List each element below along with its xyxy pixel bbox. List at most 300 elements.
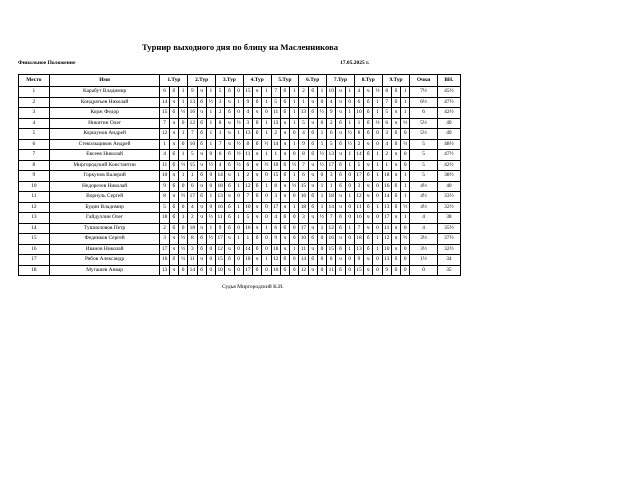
opponent-cell: 7: [160, 118, 169, 129]
opponent-cell: 18: [382, 171, 391, 182]
color-cell: б: [336, 160, 345, 171]
color-cell: б: [253, 139, 262, 150]
points-cell: 4½: [410, 181, 437, 192]
place-cell: 17: [19, 255, 50, 266]
color-cell: б: [169, 181, 178, 192]
header-points: Очки: [410, 75, 437, 87]
opponent-cell: 17: [216, 234, 225, 245]
color-cell: ч: [169, 97, 178, 108]
player-name-cell: Недорезов Николай: [49, 181, 160, 192]
tiebreak-cell: 38: [437, 213, 460, 224]
result-cell: 1: [262, 118, 271, 129]
player-name-cell: Коршунов Андрей: [49, 129, 160, 140]
opponent-cell: 10: [160, 171, 169, 182]
opponent-cell: 14: [160, 97, 169, 108]
result-cell: 0: [178, 139, 187, 150]
color-cell: б: [169, 255, 178, 266]
table-row: [19, 213, 461, 224]
result-cell: 0: [290, 213, 299, 224]
color-cell: ч: [364, 265, 373, 276]
opponent-cell: 7: [354, 223, 363, 234]
result-cell: 1: [401, 171, 410, 182]
result-cell: 1: [262, 255, 271, 266]
opponent-cell: 15: [188, 160, 197, 171]
color-cell: б: [197, 118, 206, 129]
opponent-cell: 13: [271, 118, 280, 129]
color-cell: б: [253, 129, 262, 140]
place-cell: 14: [19, 223, 50, 234]
result-cell: 1: [178, 213, 187, 224]
points-cell: 5½: [410, 129, 437, 140]
result-cell: 1: [290, 171, 299, 182]
color-cell: ч: [280, 234, 289, 245]
result-cell: 0: [401, 255, 410, 266]
color-cell: ч: [308, 118, 317, 129]
player-name-cell: Рябов Александр: [49, 255, 160, 266]
result-cell: ½: [178, 108, 187, 119]
opponent-cell: 7: [188, 129, 197, 140]
player-name-cell: Тушиоловов Петр: [49, 223, 160, 234]
color-cell: б: [391, 255, 400, 266]
result-cell: 1: [345, 223, 354, 234]
place-cell: 6: [19, 139, 50, 150]
color-cell: ч: [364, 181, 373, 192]
opponent-cell: 9: [243, 97, 252, 108]
opponent-cell: 1: [271, 150, 280, 161]
color-cell: б: [391, 139, 400, 150]
opponent-cell: 8: [354, 129, 363, 140]
opponent-cell: 13: [382, 255, 391, 266]
color-cell: б: [308, 192, 317, 203]
color-cell: ч: [308, 213, 317, 224]
opponent-cell: 2: [382, 150, 391, 161]
opponent-cell: 5: [354, 160, 363, 171]
opponent-cell: 17: [354, 171, 363, 182]
result-cell: ½: [373, 87, 382, 98]
standings-table: [18, 74, 461, 276]
opponent-cell: 3: [299, 213, 308, 224]
result-cell: 0: [401, 223, 410, 234]
color-cell: ч: [253, 223, 262, 234]
result-cell: 1: [234, 234, 243, 245]
points-cell: 3½: [410, 234, 437, 245]
color-cell: б: [197, 234, 206, 245]
color-cell: ч: [253, 255, 262, 266]
result-cell: 0: [290, 255, 299, 266]
opponent-cell: 4: [354, 87, 363, 98]
result-cell: 1: [401, 181, 410, 192]
opponent-cell: 8: [299, 150, 308, 161]
color-cell: ч: [225, 129, 234, 140]
result-cell: 1: [262, 223, 271, 234]
color-cell: б: [169, 108, 178, 119]
result-cell: 0: [234, 244, 243, 255]
header-round-6: 6.Тур: [299, 75, 327, 87]
opponent-cell: 5: [382, 108, 391, 119]
place-cell: 8: [19, 160, 50, 171]
color-cell: ч: [280, 202, 289, 213]
opponent-cell: 14: [327, 202, 336, 213]
header-name: Имя: [49, 75, 160, 87]
color-cell: б: [364, 129, 373, 140]
tiebreak-cell: 47½: [437, 97, 460, 108]
result-cell: 1: [178, 171, 187, 182]
tiebreak-cell: 33½: [437, 192, 460, 203]
result-cell: 1: [290, 97, 299, 108]
color-cell: б: [336, 171, 345, 182]
result-cell: 0: [345, 234, 354, 245]
header-place: Место: [19, 75, 50, 87]
opponent-cell: 2: [327, 118, 336, 129]
header-round-7: 7.Тур: [327, 75, 355, 87]
player-name-cell: Гайдуллин Олег: [49, 213, 160, 224]
color-cell: ч: [391, 213, 400, 224]
judge-signature-line: Судья Миргородский К.И.: [222, 284, 284, 290]
color-cell: ч: [308, 223, 317, 234]
place-cell: 18: [19, 265, 50, 276]
table-row: [19, 265, 461, 276]
result-cell: 0: [206, 255, 215, 266]
color-cell: б: [197, 192, 206, 203]
opponent-cell: 18: [327, 192, 336, 203]
result-cell: 1: [373, 160, 382, 171]
opponent-cell: 11: [160, 160, 169, 171]
color-cell: б: [280, 265, 289, 276]
result-cell: ½: [234, 139, 243, 150]
opponent-cell: 15: [327, 244, 336, 255]
color-cell: ч: [391, 234, 400, 245]
place-cell: 10: [19, 181, 50, 192]
result-cell: ½: [317, 108, 326, 119]
header-round-5: 5.Тур: [271, 75, 299, 87]
color-cell: ч: [197, 223, 206, 234]
opponent-cell: 17: [188, 192, 197, 203]
result-cell: 1: [373, 244, 382, 255]
document-date: 17.05.2025 г.: [340, 60, 370, 66]
header-round-4: 4.Тур: [243, 75, 271, 87]
opponent-cell: 18: [160, 213, 169, 224]
result-cell: ½: [178, 192, 187, 203]
result-cell: 0: [317, 97, 326, 108]
color-cell: б: [197, 139, 206, 150]
color-cell: б: [197, 244, 206, 255]
color-cell: б: [308, 234, 317, 245]
place-cell: 2: [19, 97, 50, 108]
result-cell: 1: [178, 97, 187, 108]
color-cell: ч: [364, 192, 373, 203]
result-cell: 1: [373, 202, 382, 213]
color-cell: б: [336, 181, 345, 192]
opponent-cell: 13: [299, 108, 308, 119]
points-cell: 6½: [410, 97, 437, 108]
color-cell: ч: [280, 150, 289, 161]
result-cell: 1: [345, 108, 354, 119]
color-cell: б: [391, 129, 400, 140]
opponent-cell: 3: [188, 244, 197, 255]
result-cell: 0: [401, 129, 410, 140]
result-cell: 1: [401, 87, 410, 98]
player-name-cell: Горкунов Валерий: [49, 171, 160, 182]
result-cell: 1: [345, 150, 354, 161]
result-cell: 0: [401, 265, 410, 276]
opponent-cell: 9: [327, 108, 336, 119]
opponent-cell: 12: [299, 265, 308, 276]
color-cell: б: [308, 108, 317, 119]
color-cell: ч: [280, 181, 289, 192]
result-cell: 0: [290, 129, 299, 140]
opponent-cell: 17: [243, 265, 252, 276]
color-cell: б: [364, 202, 373, 213]
result-cell: 0: [317, 118, 326, 129]
opponent-cell: 17: [271, 202, 280, 213]
opponent-cell: 17: [327, 160, 336, 171]
color-cell: ч: [169, 118, 178, 129]
color-cell: б: [391, 265, 400, 276]
opponent-cell: 14: [382, 192, 391, 203]
opponent-cell: 9: [188, 87, 197, 98]
place-cell: 4: [19, 118, 50, 129]
points-cell: 0: [410, 265, 437, 276]
opponent-cell: 7: [216, 139, 225, 150]
opponent-cell: 14: [354, 150, 363, 161]
opponent-cell: 8: [160, 192, 169, 203]
color-cell: ч: [225, 244, 234, 255]
opponent-cell: 12: [188, 118, 197, 129]
opponent-cell: 4: [243, 108, 252, 119]
tiebreak-cell: 45½: [437, 87, 460, 98]
result-cell: 1: [234, 181, 243, 192]
color-cell: б: [391, 192, 400, 203]
color-cell: б: [308, 139, 317, 150]
opponent-cell: 5: [271, 97, 280, 108]
opponent-cell: 14: [271, 139, 280, 150]
tiebreak-cell: 42½: [437, 160, 460, 171]
color-cell: ч: [169, 171, 178, 182]
result-cell: 1: [206, 223, 215, 234]
opponent-cell: 1: [299, 97, 308, 108]
opponent-cell: 18: [243, 255, 252, 266]
result-cell: 0: [290, 265, 299, 276]
opponent-cell: 1: [327, 181, 336, 192]
result-cell: 1: [178, 150, 187, 161]
result-cell: ½: [206, 97, 215, 108]
opponent-cell: 6: [188, 181, 197, 192]
result-cell: ½: [178, 244, 187, 255]
opponent-cell: 3: [382, 129, 391, 140]
points-cell: 5½: [410, 118, 437, 129]
place-cell: 5: [19, 129, 50, 140]
table-row: [19, 129, 461, 140]
opponent-cell: 15: [271, 171, 280, 182]
color-cell: ч: [364, 87, 373, 98]
color-cell: б: [391, 87, 400, 98]
opponent-cell: 5: [216, 87, 225, 98]
color-cell: б: [225, 255, 234, 266]
result-cell: 1: [178, 87, 187, 98]
opponent-cell: 11: [299, 244, 308, 255]
points-cell: 4½: [410, 192, 437, 203]
header-round-3: 3.Тур: [216, 75, 244, 87]
color-cell: ч: [197, 160, 206, 171]
opponent-cell: 11: [243, 150, 252, 161]
opponent-cell: 17: [160, 244, 169, 255]
color-cell: б: [308, 129, 317, 140]
table-row: [19, 171, 461, 182]
result-cell: ½: [262, 160, 271, 171]
opponent-cell: 10: [271, 160, 280, 171]
color-cell: б: [225, 108, 234, 119]
opponent-cell: 6: [271, 223, 280, 234]
result-cell: 1: [345, 244, 354, 255]
result-cell: 0: [206, 181, 215, 192]
color-cell: б: [364, 171, 373, 182]
color-cell: б: [364, 150, 373, 161]
color-cell: ч: [280, 192, 289, 203]
document-subtitle: Финальное Положение: [18, 60, 76, 66]
result-cell: 1: [290, 87, 299, 98]
result-cell: 0: [234, 192, 243, 203]
color-cell: ч: [225, 192, 234, 203]
result-cell: ½: [345, 139, 354, 150]
standings-body: [19, 87, 461, 276]
player-name-cell: Корж Федор: [49, 108, 160, 119]
result-cell: 1: [373, 97, 382, 108]
result-cell: 1: [290, 139, 299, 150]
result-cell: 0: [290, 234, 299, 245]
opponent-cell: 12: [354, 192, 363, 203]
place-cell: 3: [19, 108, 50, 119]
color-cell: б: [225, 150, 234, 161]
opponent-cell: 7: [299, 160, 308, 171]
opponent-cell: 3: [160, 234, 169, 245]
result-cell: 0: [234, 87, 243, 98]
color-cell: б: [253, 181, 262, 192]
table-header-row: [19, 75, 461, 87]
result-cell: 0: [317, 234, 326, 245]
opponent-cell: 9: [160, 181, 169, 192]
opponent-cell: 10: [216, 265, 225, 276]
color-cell: б: [391, 202, 400, 213]
opponent-cell: 2: [160, 223, 169, 234]
color-cell: ч: [253, 108, 262, 119]
opponent-cell: 8: [243, 139, 252, 150]
opponent-cell: 13: [160, 265, 169, 276]
opponent-cell: 6: [382, 118, 391, 129]
result-cell: 1: [262, 150, 271, 161]
result-cell: 0: [178, 118, 187, 129]
opponent-cell: 4: [188, 202, 197, 213]
result-cell: 0: [234, 223, 243, 234]
result-cell: 1: [401, 108, 410, 119]
color-cell: б: [336, 265, 345, 276]
result-cell: 0: [373, 213, 382, 224]
color-cell: ч: [197, 202, 206, 213]
opponent-cell: 14: [243, 244, 252, 255]
tiebreak-cell: 38½: [437, 171, 460, 182]
tiebreak-cell: 37½: [437, 234, 460, 245]
table-row: [19, 192, 461, 203]
opponent-cell: 4: [160, 150, 169, 161]
result-cell: 0: [178, 223, 187, 234]
tiebreak-cell: 34: [437, 255, 460, 266]
result-cell: ½: [373, 118, 382, 129]
opponent-cell: 18: [354, 234, 363, 245]
table-row: [19, 202, 461, 213]
header-round-8: 8.Тур: [354, 75, 382, 87]
opponent-cell: 18: [299, 202, 308, 213]
result-cell: 1: [262, 97, 271, 108]
color-cell: ч: [308, 160, 317, 171]
color-cell: ч: [391, 223, 400, 234]
result-cell: 0: [178, 202, 187, 213]
opponent-cell: 11: [327, 265, 336, 276]
player-name-cell: Будин Владимир: [49, 202, 160, 213]
opponent-cell: 2: [354, 139, 363, 150]
color-cell: б: [197, 265, 206, 276]
place-cell: 1: [19, 87, 50, 98]
table-row: [19, 97, 461, 108]
opponent-cell: 1: [216, 129, 225, 140]
color-cell: ч: [197, 255, 206, 266]
result-cell: 0: [290, 223, 299, 234]
result-cell: 0: [206, 244, 215, 255]
opponent-cell: 16: [271, 265, 280, 276]
color-cell: б: [169, 160, 178, 171]
color-cell: б: [197, 171, 206, 182]
tiebreak-cell: 49: [437, 129, 460, 140]
player-name-cell: Мугашев Анвар: [49, 265, 160, 276]
color-cell: ч: [391, 118, 400, 129]
color-cell: б: [280, 255, 289, 266]
result-cell: 1: [234, 202, 243, 213]
result-cell: 0: [262, 265, 271, 276]
table-row: [19, 244, 461, 255]
result-cell: 1: [290, 108, 299, 119]
result-cell: 1: [345, 160, 354, 171]
opponent-cell: 10: [382, 244, 391, 255]
points-cell: 5: [410, 150, 437, 161]
result-cell: 0: [401, 160, 410, 171]
color-cell: ч: [391, 160, 400, 171]
color-cell: ч: [197, 213, 206, 224]
color-cell: б: [253, 97, 262, 108]
table-row: [19, 150, 461, 161]
result-cell: 1: [345, 118, 354, 129]
header-round-9: 9.Тур: [382, 75, 410, 87]
player-name-cell: Стекольщиков Андрей: [49, 139, 160, 150]
result-cell: 0: [345, 181, 354, 192]
result-cell: 0: [317, 244, 326, 255]
color-cell: б: [253, 265, 262, 276]
color-cell: б: [225, 213, 234, 224]
opponent-cell: 18: [216, 181, 225, 192]
color-cell: б: [336, 213, 345, 224]
result-cell: 0: [345, 213, 354, 224]
result-cell: 1: [290, 244, 299, 255]
opponent-cell: 14: [299, 255, 308, 266]
tiebreak-cell: 35: [437, 265, 460, 276]
result-cell: ½: [262, 139, 271, 150]
color-cell: ч: [336, 129, 345, 140]
opponent-cell: 10: [243, 202, 252, 213]
place-cell: 9: [19, 171, 50, 182]
color-cell: ч: [169, 234, 178, 245]
result-cell: 1: [206, 139, 215, 150]
color-cell: ч: [253, 213, 262, 224]
opponent-cell: 8: [188, 234, 197, 245]
color-cell: б: [308, 150, 317, 161]
opponent-cell: 16: [327, 234, 336, 245]
